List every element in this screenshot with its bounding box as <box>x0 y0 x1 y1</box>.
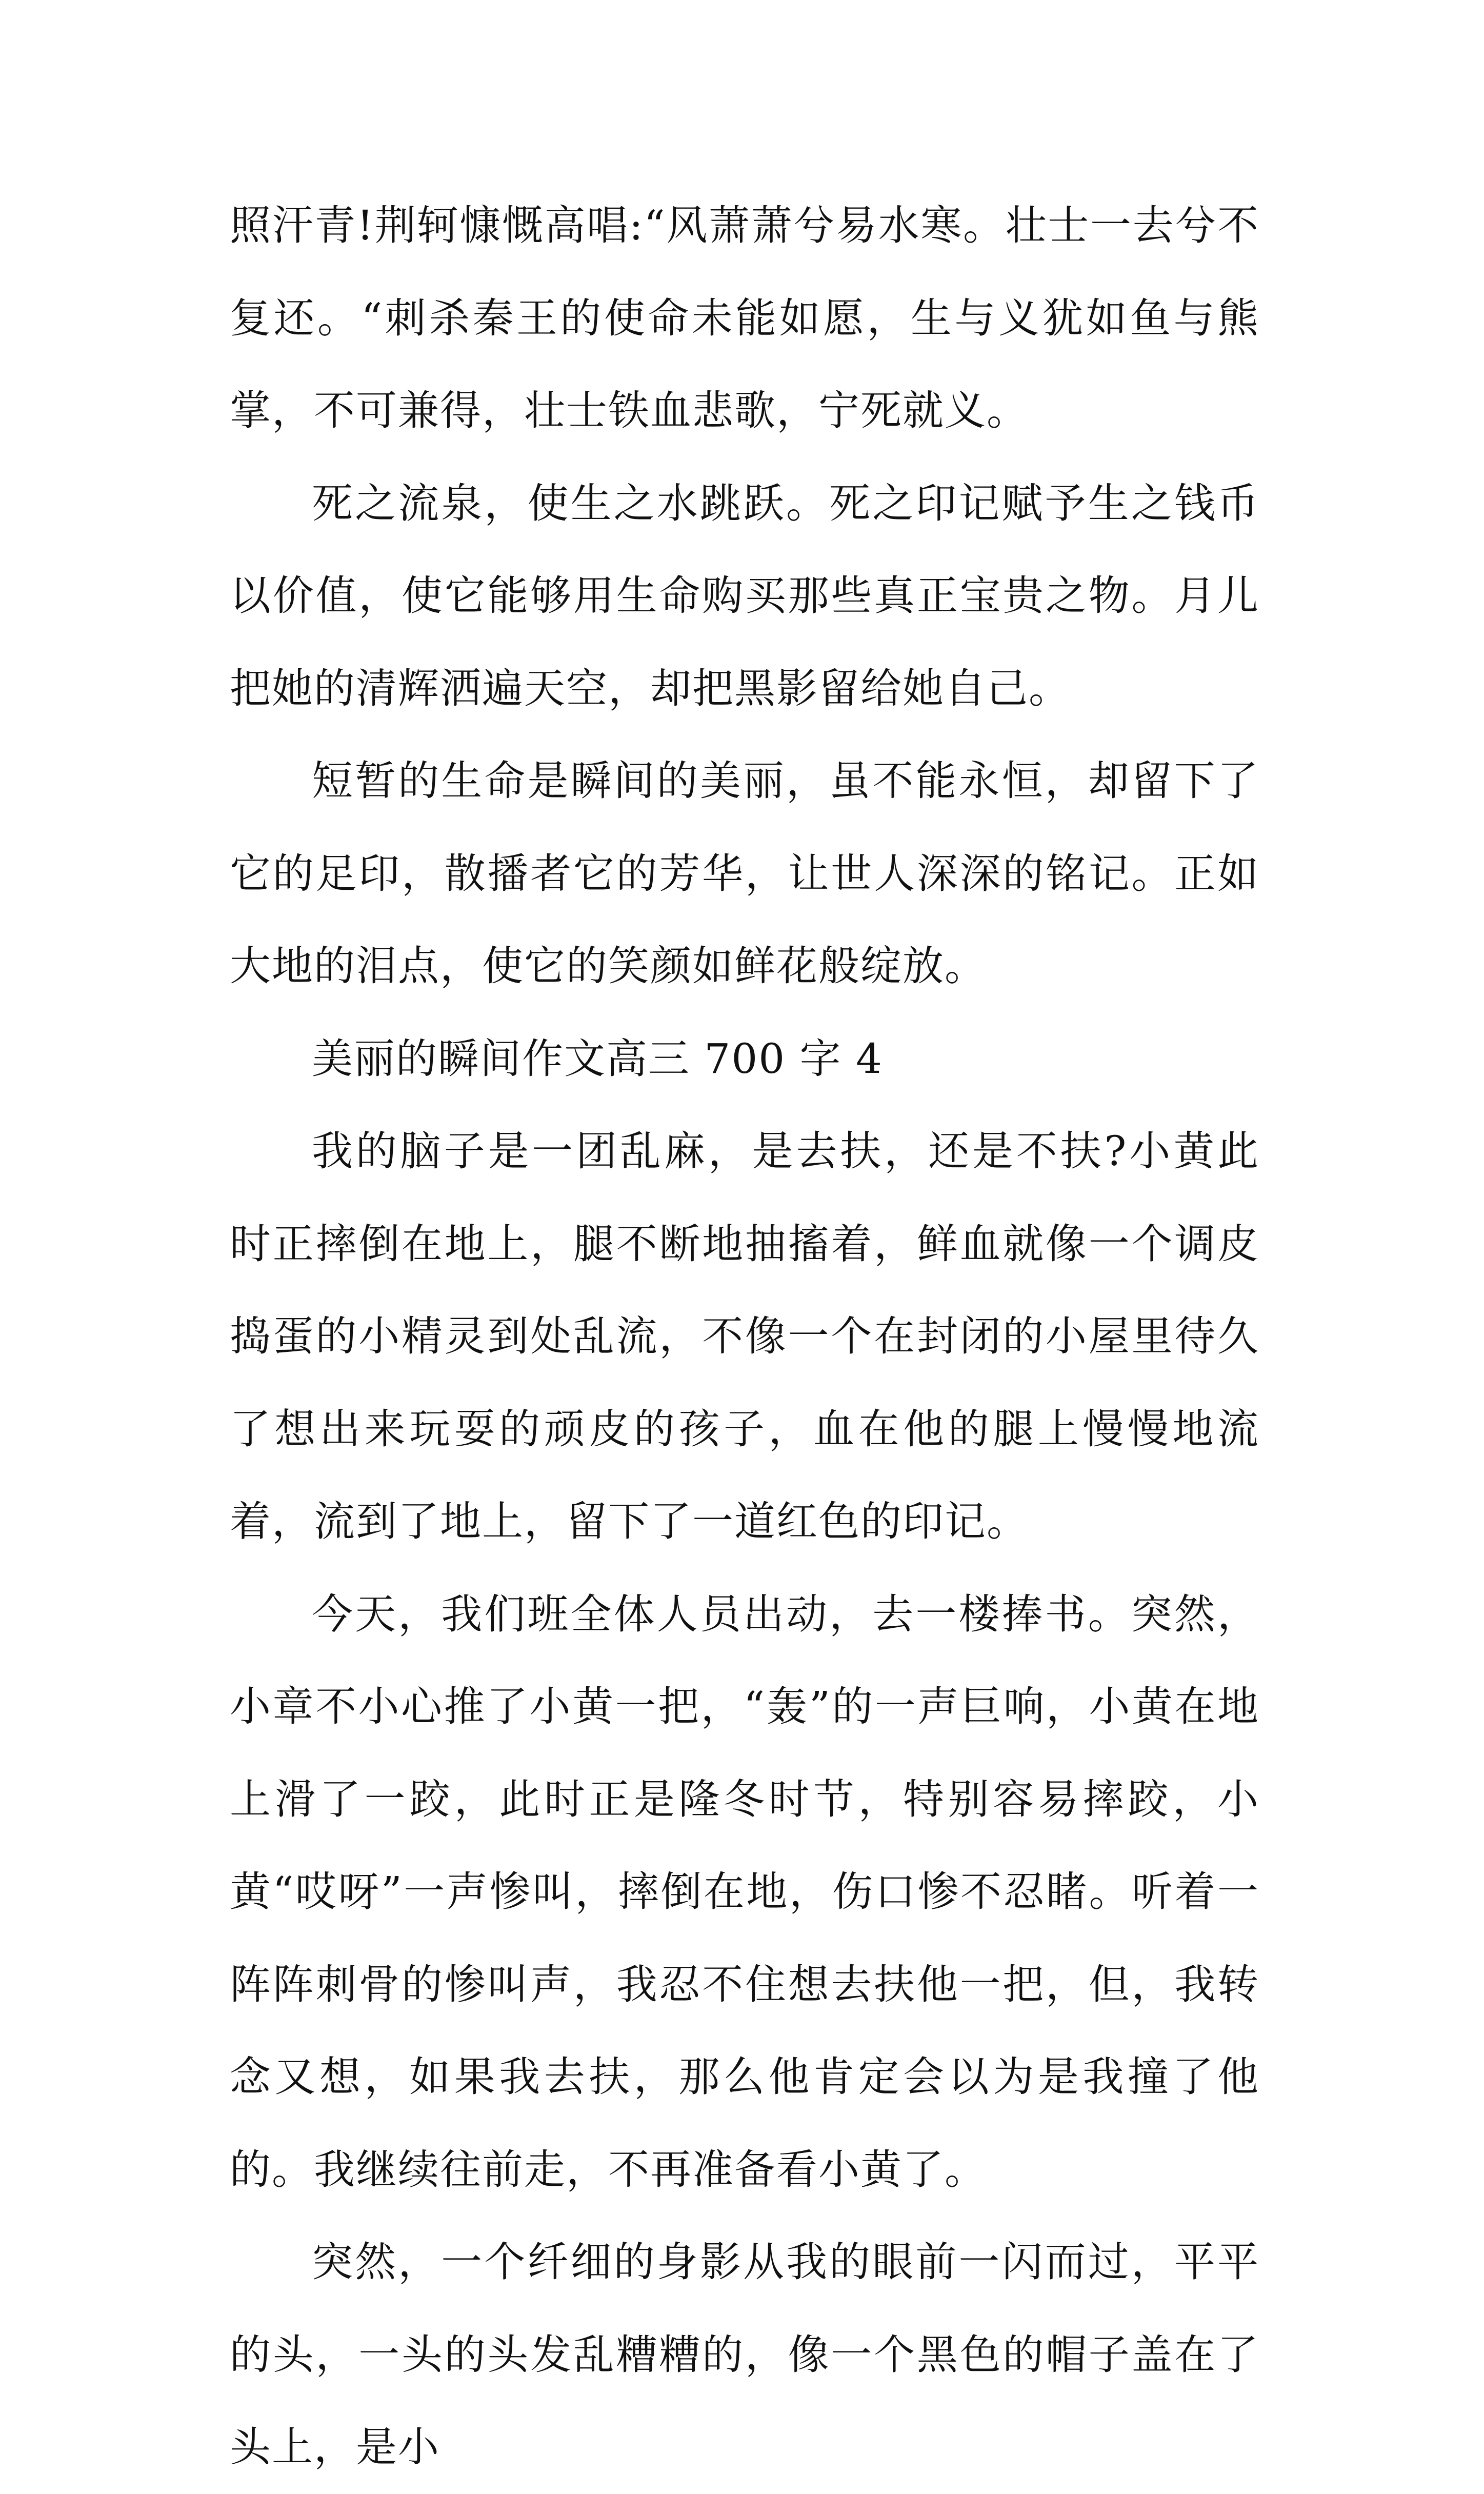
section-heading: 美丽的瞬间作文高三 700 字 4 <box>312 1034 883 1083</box>
paragraph-4: 我的脑子是一团乱麻，是去扶，还是不扶?小黄此时正摔倒在地上，腿不断地抽搐着，鲜血就像一个调皮捣蛋的小精灵到处乱流，不像一个在封闭的小屋里待久了想出来玩耍的顽皮的孩子，血在他的腿上慢慢地流着，流到了地上，留下了一道红色的印记。 <box>230 1127 1259 1545</box>
paragraph-5: 今天，我们班全体人员出动，去一楼捧书。突然，小章不小心推了小黄一把，“轰”的一声巨响，小黄在地上滑了一跤，此时正是隆冬时节，特别容易摔跤，小黄“哎呀”一声惨叫，摔倒在地，伤口惨不忍睹。听着一阵阵刺骨的惨叫声，我忍不住想去扶他一把，但，我转念又想，如果我去扶，那么他肯定会以为是我撞了他的。我继续往前走，不再准备看小黄了。 <box>230 1590 1259 2193</box>
paragraph-6: 突然，一个纤细的身影从我的眼前一闪而过，平平的头，一头的头发乱糟糟的，像一个黑色的帽子盖在了头上，是小 <box>230 2238 1259 2471</box>
paragraph-2: 死之流泉，使生之水跳跃。死之印记赋予生之钱币以价值，使它能够用生命购买那些真正宝贵之物。月儿把她的清辉洒遍天空，却把黑影留给她自己。 <box>230 479 1259 712</box>
paragraph-3: 短暂的生命是瞬间的美丽，虽不能永恒，却留下了它的足印，散播者它的芳华，让世人深深的铭记。正如大地的泪点，使它的笑颜如鲜花般绽放。 <box>230 757 1259 990</box>
paragraph-1: 照汗青!荆轲慷慨高唱:“风萧萧兮易水寒。壮士一去兮不复还。“刺杀秦王的使命未能如愿，生与义犹如鱼与熊掌，不可兼得，壮士铁血悲歌，宁死就义。 <box>230 202 1259 434</box>
document-page <box>230 179 1259 2494</box>
